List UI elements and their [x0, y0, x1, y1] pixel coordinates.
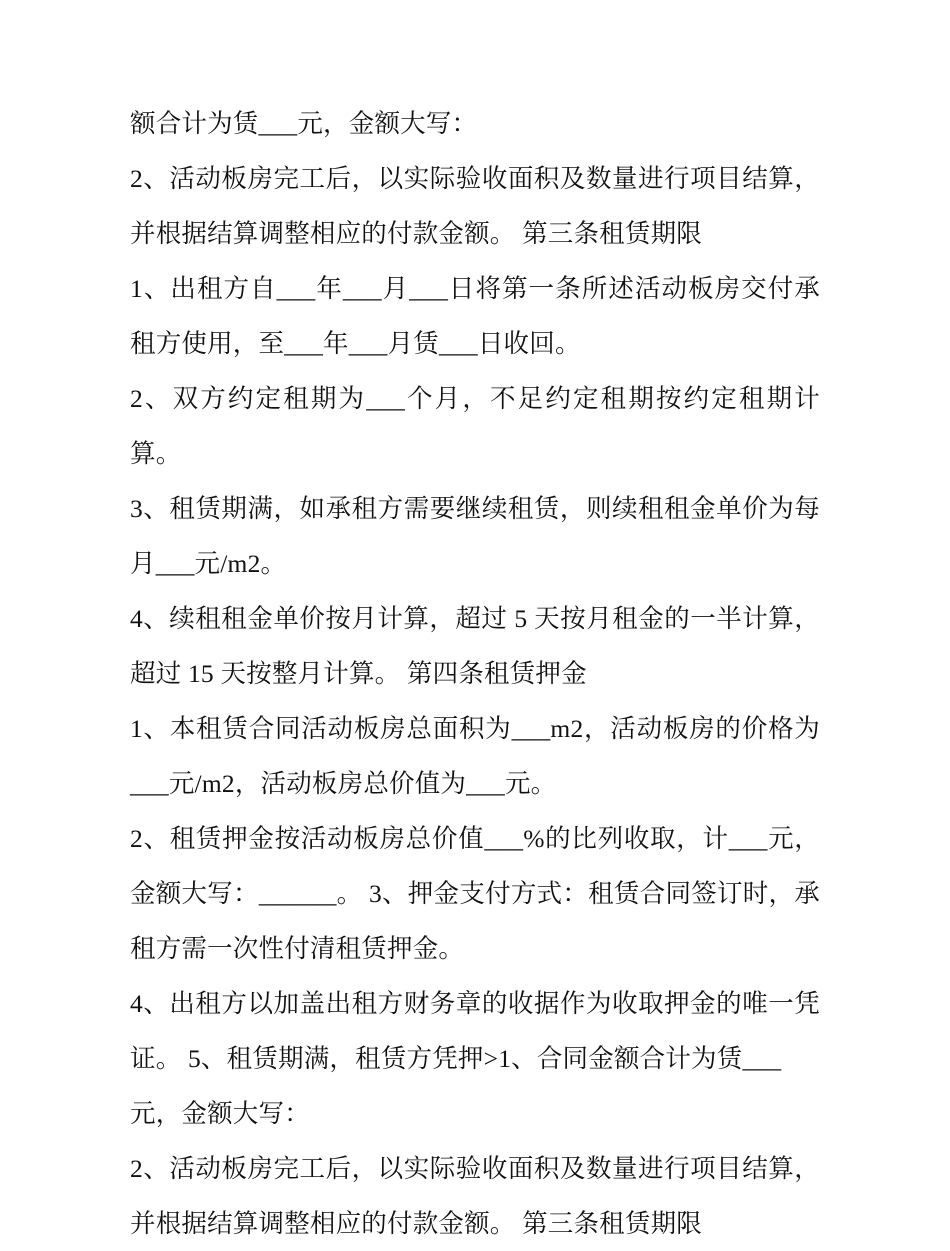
paragraph: 额合计为赁___元，金额大写： — [130, 109, 478, 138]
paragraph: 2、活动板房完工后，以实际验收面积及数量进行项目结算，并根据结算调整相应的付款金额。 第三条租赁期限 — [130, 164, 820, 248]
paragraph: 2、活动板房完工后，以实际验收面积及数量进行项目结算，并根据结算调整相应的付款金额。 第三条租赁期限 — [130, 1154, 820, 1238]
paragraph: 4、出租方以加盖出租方财务章的收据作为收取押金的唯一凭证。 5、租赁期满，租赁方凭押>1、合同金额合计为赁___ — [130, 989, 820, 1073]
paragraph: 1、本租赁合同活动板房总面积为___m2，活动板房的价格为___元/m2，活动板房总价值为___元。 — [130, 714, 820, 798]
paragraph: 3、租赁期满，如承租方需要继续租赁，则续租租金单价为每月___元/m2。 — [130, 494, 820, 578]
paragraph: 1、出租方自___年___月___日将第一条所述活动板房交付承租方使用，至___年___月赁___日收回。 — [130, 274, 820, 358]
paragraph: 4、续租租金单价按月计算，超过 5 天按月租金的一半计算，超过 15 天按整月计算。 第四条租赁押金 — [130, 604, 820, 688]
paragraph: 元，金额大写： — [130, 1099, 310, 1128]
paragraph: 2、租赁押金按活动板房总价值___%的比列收取，计___元，金额大写：______。 3、押金支付方式：租赁合同签订时，承租方需一次性付清租赁押金。 — [130, 824, 820, 963]
document-body — [130, 96, 820, 1251]
paragraph: 2、双方约定租期为___个月，不足约定租期按约定租期计算。 — [130, 384, 820, 468]
